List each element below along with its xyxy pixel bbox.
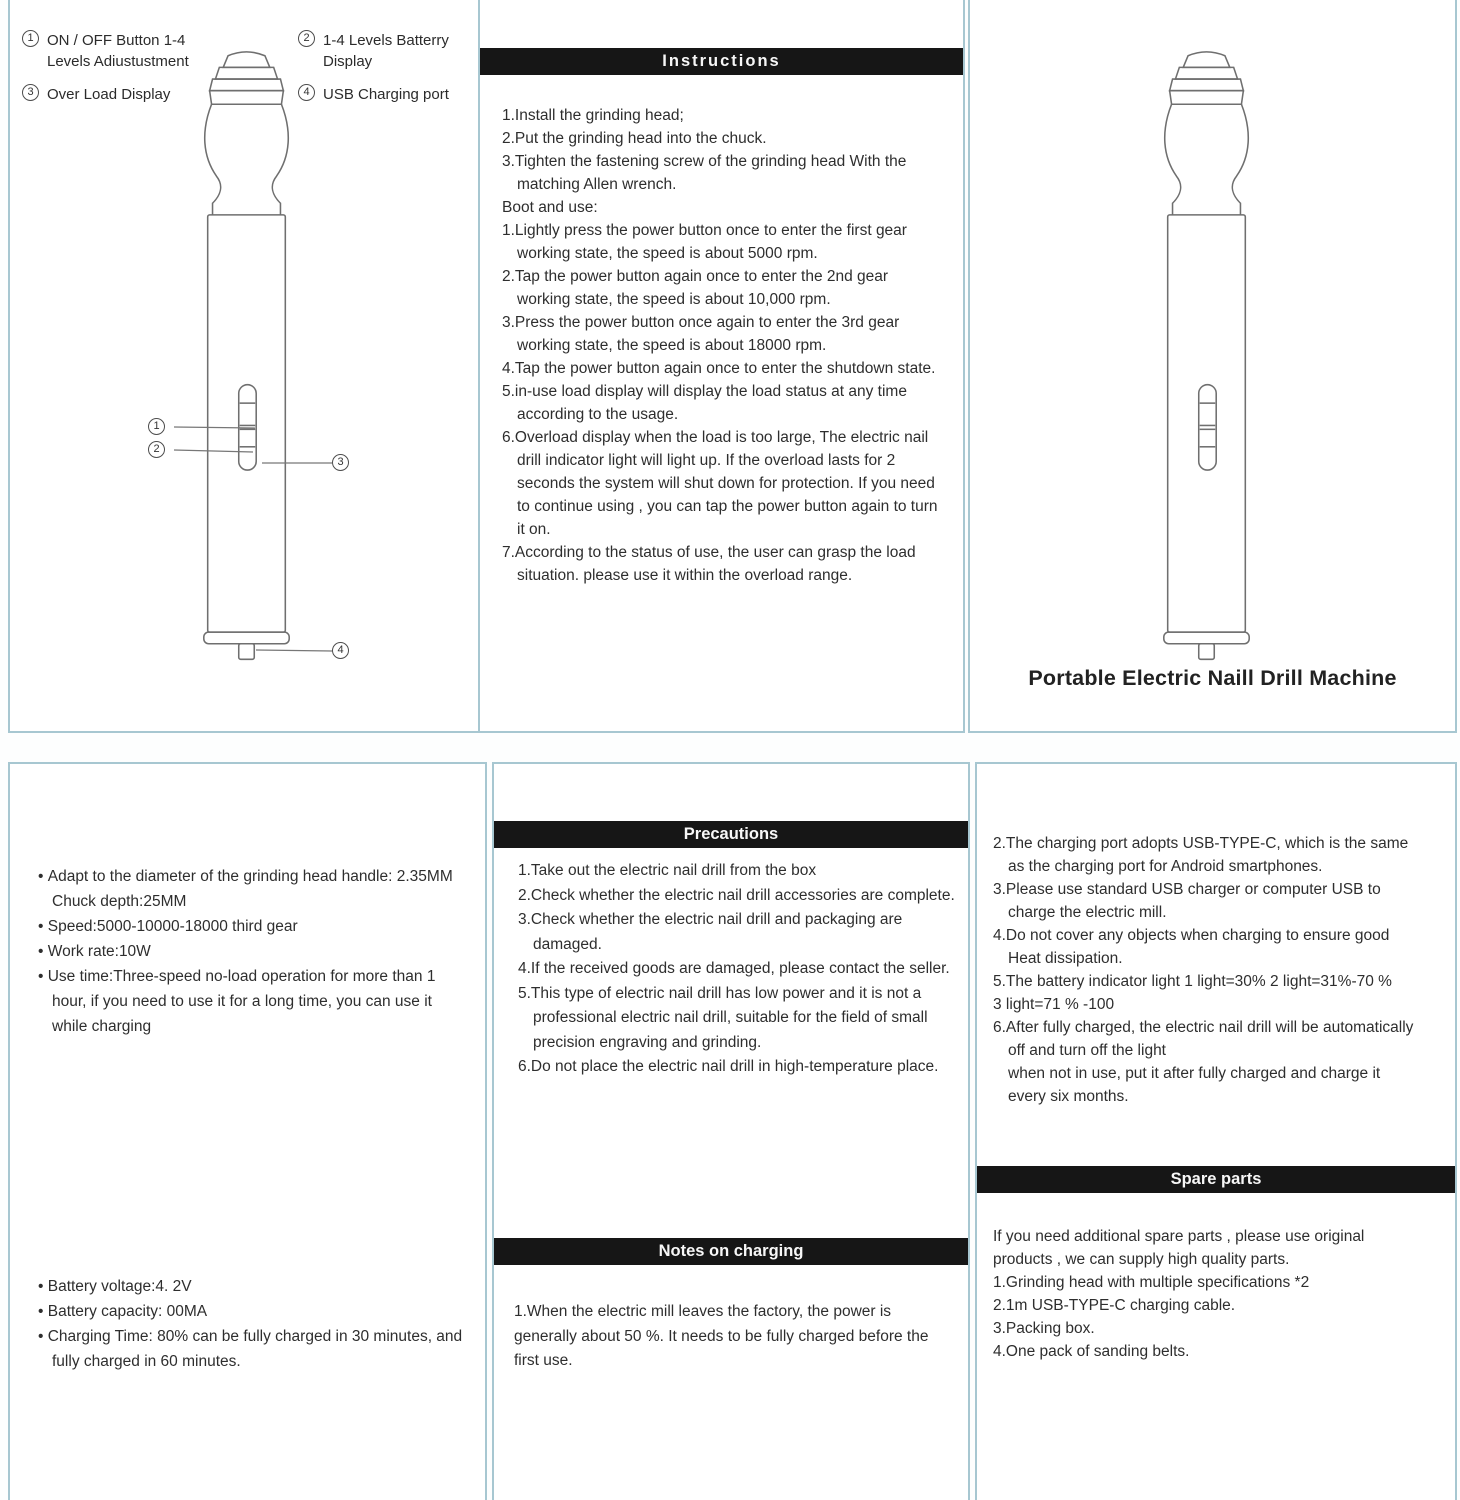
spare-part-line: 2.1m USB-TYPE-C charging cable. xyxy=(993,1297,1236,1314)
precautions-panel xyxy=(492,762,970,1500)
charging-note-line: 2.The charging port adopts USB-TYPE-C, which is the same as the charging port for Android smartphones. xyxy=(993,835,1409,875)
instruction-line: Boot and use: xyxy=(502,199,598,216)
specs-panel xyxy=(8,762,487,1500)
notes-charging-title: Notes on charging xyxy=(658,1242,804,1260)
charging-note-line: when not in use, put it after fully charged and charge it every six months. xyxy=(1008,1065,1381,1105)
spec-line: • Work rate:10W xyxy=(38,939,470,964)
instruction-line: 5.in-use load display will display the load status at any time according to the usage. xyxy=(502,383,907,423)
product-panel xyxy=(968,0,1457,733)
charging-note-line: 3 light=71 % -100 xyxy=(993,996,1115,1013)
charging-note-line: 6.After fully charged, the electric nail drill will be automatically off and turn off the light xyxy=(993,1019,1414,1059)
precaution-line: 5.This type of electric nail drill has low power and it is not a professional electric nail drill, suitable for the field of small precision engraving and grinding. xyxy=(518,984,928,1051)
notes-charging-list xyxy=(514,1300,956,1374)
charging-spare-panel xyxy=(975,762,1457,1500)
precautions-list xyxy=(518,859,956,1080)
diagram-marker-4: 4 xyxy=(332,642,349,659)
legend-label: 1-4 Levels Batterry Display xyxy=(323,32,449,70)
diagram-marker-3: 3 xyxy=(332,454,349,471)
instructions-panel xyxy=(478,0,965,733)
spec-line: • Speed:5000-10000-18000 third gear xyxy=(38,914,470,939)
spare-part-line: 3.Packing box. xyxy=(993,1320,1095,1337)
instruction-line: 3.Press the power button once again to enter the 3rd gear working state, the speed is about 18000 rpm. xyxy=(502,314,900,354)
circled-number-4: 4 xyxy=(298,84,315,101)
precaution-line: 3.Check whether the electric nail drill and packaging are damaged. xyxy=(518,911,903,953)
spec-line: • Use time:Three-speed no-load operation for more than 1 hour, if you need to use it for a long time, you can use it while charging xyxy=(38,964,470,1039)
precautions-title: Precautions xyxy=(683,825,779,843)
spare-parts-list xyxy=(993,1225,1423,1363)
circled-number-3: 3 xyxy=(22,84,39,101)
legend-label: ON / OFF Button 1-4 Levels Adiustustment xyxy=(47,32,189,70)
precautions-header-bar xyxy=(494,821,968,848)
instructions-title: Instructions xyxy=(662,52,781,70)
precaution-line: 6.Do not place the electric nail drill in high-temperature place. xyxy=(518,1058,939,1075)
spec-line: • Battery capacity: 00MA xyxy=(38,1299,470,1324)
callout-lines xyxy=(10,0,483,733)
charging-note-line: 4.Do not cover any objects when charging to ensure good Heat dissipation. xyxy=(993,927,1390,967)
circled-number-2: 2 xyxy=(298,30,315,47)
product-title: Portable Electric Naill Drill Machine xyxy=(1028,666,1397,690)
notes-charging-header-bar xyxy=(494,1238,968,1265)
instruction-line: 4.Tap the power button again once to enter the shutdown state. xyxy=(502,360,936,377)
instructions-header-bar xyxy=(480,48,963,75)
diagram-panel xyxy=(8,0,481,733)
circled-number-1: 1 xyxy=(22,30,39,47)
charging-note-line: 3.Please use standard USB charger or computer USB to charge the electric mill. xyxy=(993,881,1381,921)
charging-note-line: 1.When the electric mill leaves the factory, the power is generally about 50 %. It needs to be fully charged before the first use. xyxy=(514,1303,929,1369)
instruction-line: 7.According to the status of use, the user can grasp the load situation. please use it within the overload range. xyxy=(502,544,916,584)
spare-part-line: 1.Grinding head with multiple specifications *2 xyxy=(993,1274,1310,1291)
instruction-line: 2.Tap the power button again once to enter the 2nd gear working state, the speed is about 10,000 rpm. xyxy=(502,268,889,308)
spare-part-line: 4.One pack of sanding belts. xyxy=(993,1343,1190,1360)
legend-label: USB Charging port xyxy=(323,86,449,103)
precaution-line: 4.If the received goods are damaged, please contact the seller. xyxy=(518,960,950,977)
instruction-line: 1.Install the grinding head; xyxy=(502,107,684,124)
specs-list-bottom xyxy=(38,1274,470,1374)
spare-parts-header-bar xyxy=(977,1166,1455,1193)
precaution-line: 1.Take out the electric nail drill from the box xyxy=(518,862,817,879)
spec-line: • Charging Time: 80% can be fully charged in 30 minutes, and fully charged in 60 minutes. xyxy=(38,1324,470,1374)
spare-part-line: If you need additional spare parts , please use original products , we can supply high quality parts. xyxy=(993,1228,1365,1268)
legend-label: Over Load Display xyxy=(47,86,171,103)
diagram-marker-1: 1 xyxy=(148,418,165,435)
spec-line: • Adapt to the diameter of the grinding head handle: 2.35MM Chuck depth:25MM xyxy=(38,864,470,914)
spare-parts-title: Spare parts xyxy=(1170,1170,1262,1188)
instruction-line: 1.Lightly press the power button once to enter the first gear working state, the speed is about 5000 rpm. xyxy=(502,222,907,262)
instruction-line: 6.Overload display when the load is too large, The electric nail drill indicator light will light up. If the overload lasts for 2 seconds the system will shut down for protection. If you need to continue using , you can tap the power button again to turn it on. xyxy=(502,429,938,538)
charging-note-line: 5.The battery indicator light 1 light=30% 2 light=31%-70 % xyxy=(993,973,1392,990)
instruction-line: 3.Tighten the fastening screw of the grinding head With the matching Allen wrench. xyxy=(502,153,907,193)
diagram-marker-2: 2 xyxy=(148,441,165,458)
nail-drill-drawing xyxy=(1124,48,1289,669)
spec-line: • Battery voltage:4. 2V xyxy=(38,1274,470,1299)
precaution-line: 2.Check whether the electric nail drill accessories are complete. xyxy=(518,886,955,904)
specs-list-top xyxy=(38,864,470,1039)
instruction-line: 2.Put the grinding head into the chuck. xyxy=(502,130,767,147)
charging-more-list xyxy=(993,832,1421,1108)
instructions-list xyxy=(502,104,940,587)
